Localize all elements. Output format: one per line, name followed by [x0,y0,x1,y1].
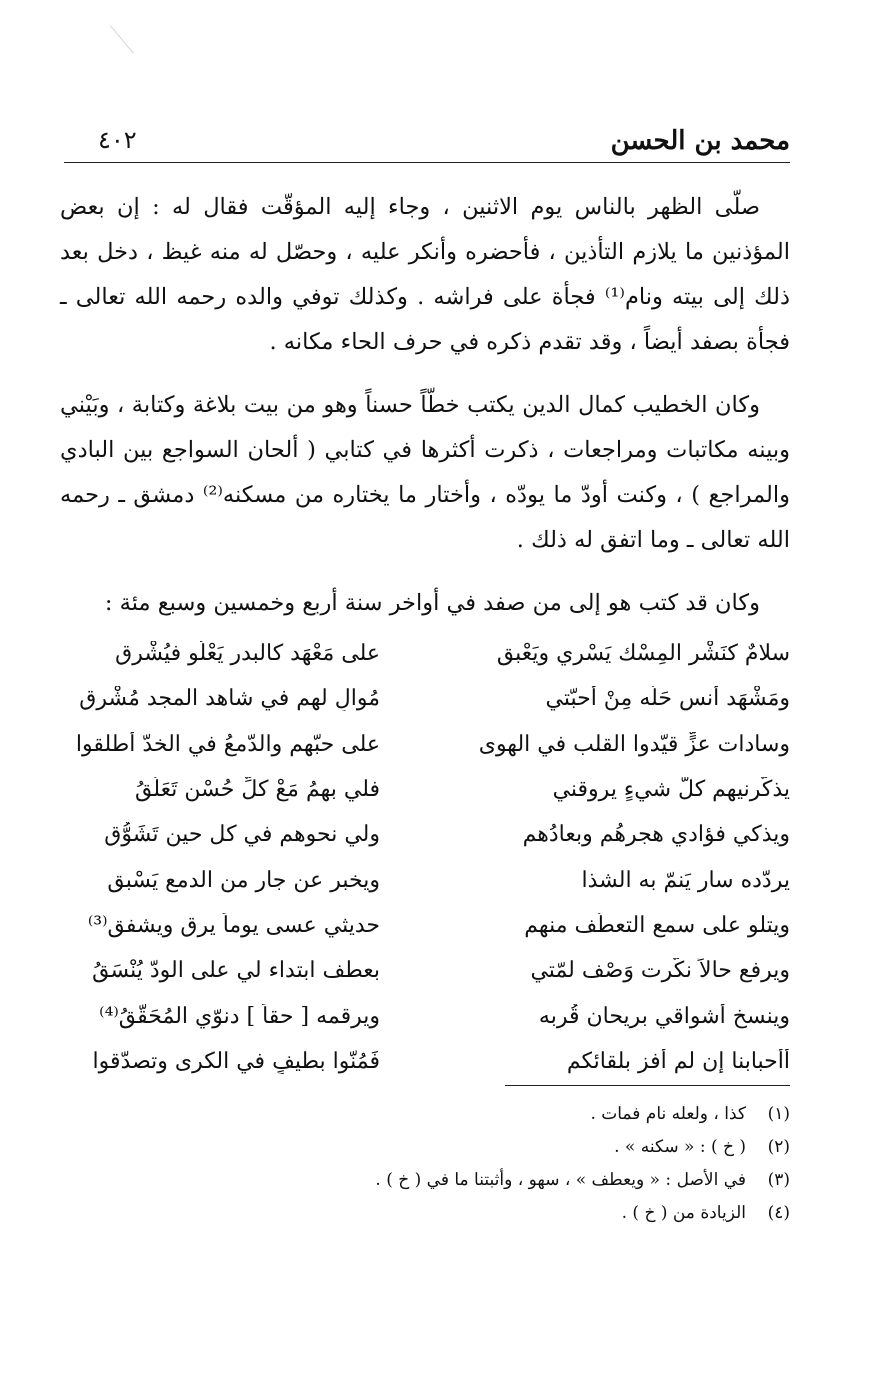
running-title: محمد بن الحسن [610,126,790,156]
poem-verse [60,993,790,1038]
footnote [84,1197,790,1230]
first-hemistich: ويذكي فؤادي هجرهُم وبعادُهم [522,822,790,848]
first-hemistich: وينسخ أشواقي بريحان قُربه [538,1003,790,1029]
poem-verse [60,903,790,948]
second-hemistich: فلي بهمُ مَعْ كلِّ حُسْنٍ تَعَلُّقُ [135,777,380,803]
poem-verse [60,676,790,721]
paragraph: صلّى الظهر بالناس يوم الاثنين ، وجاء إليه المؤقّت فقال له : إن بعض المؤذنين ما يلازم التأذين ، فأحضره وأنكر عليه ، وحصّل له منه غيظ ، دخل بعد ذلك إلى بيته ونام⁽¹⁾ فجأة على فراشه . وكذلك توفي والده رحمه الله تعالى ـ فجأة بصفد أيضاً ، وقد تقدم ذكره في حرف الحاء مكانه . [60,194,791,355]
poem-verse [60,857,790,902]
page-number: ٤٠٢ [98,126,137,154]
footnote-text: في الأصل : « ويعطف » ، سهو ، وأثبتنا ما في ( خ ) . [375,1170,746,1190]
footnote [84,1164,790,1197]
footnote-text: الزيادة من ( خ ) . [621,1203,746,1223]
second-hemistich: على مَعْهَد كالبدر يَعْلُو فيُشْرِق [115,641,380,667]
poem [60,631,790,1084]
second-hemistich: حديثي عسى يوماً يرق ويشفق⁽³⁾ [87,912,380,938]
second-hemistich: فَمُنّوا بطيفٍ في الكرى وتصدّقوا [92,1048,380,1074]
body-text [60,185,790,626]
paragraph: وكان الخطيب كمال الدين يكتب خطّاً حسناً وهو من بيت بلاغة وكتابة ، وبَيْني وبينه مكاتبات ومراجعات ، ذكرت أكثرها في كتابي ( ألحان السواجع بين البادي والمراجع ) ، وكنت أودّ ما يودّه ، وأختار ما يختاره من مسكنه⁽²⁾ دمشق ـ رحمه الله تعالى ـ وما اتفق له ذلك . [60,392,790,553]
footnote [84,1098,790,1131]
footnote [84,1131,790,1164]
first-hemistich: وسادات عزٍّ قيّدوا القلب في الهوى [478,731,790,757]
first-hemistich: ومَشْهَد أُنسٍ حَلّه مِنْ أحبّتي [545,686,790,712]
footnote-text: ( خ ) : « سكنه » . [614,1137,746,1157]
footnote-number: (١) [767,1104,790,1124]
second-hemistich: ولي نحوهم في كل حين تَشَوُّق [104,822,380,848]
first-hemistich: يردّده سارٍ يَنمّ به الشذا [581,867,790,893]
second-hemistich: بعطف ابتداء لي على الودّ يُنْسَقُ [92,958,380,984]
footnotes [84,1085,790,1230]
first-hemistich: أأحبابنا إن لم أفز بلقائكم [566,1048,790,1074]
second-hemistich: على حبّهم والدّمعُ في الخدّ أطلقوا [75,731,380,757]
first-hemistich: ويتلو على سمع التعطّف منهم [524,912,790,938]
poem-verse [60,1039,790,1084]
poem-verse [60,631,790,676]
footnote-number: (٣) [767,1170,790,1190]
poem-intro: وكان قد كتب هو إلى من صفد في أواخر سنة أربع وخمسين وسبع مئة : [104,590,760,616]
footnote-number: (٤) [767,1203,790,1223]
scan-artifact [110,6,157,54]
footnote-number: (٢) [767,1137,790,1157]
page-header [64,122,790,163]
second-hemistich: مُوالٍ لهم في شاهد المجد مُشْرِق [79,686,380,712]
poem-verse [60,948,790,993]
first-hemistich: سلامٌ كنَشْر المِسْك يَسْري ويَعْبق [496,641,790,667]
poem-verse [60,722,790,767]
footnote-divider [505,1085,790,1086]
poem-verse [60,767,790,812]
second-hemistich: ويخبر عن جار من الدمع يَسْبق [107,867,380,893]
first-hemistich: ويرفع حالاً نكّرت وَصْف لمّتي [530,958,790,984]
footnote-text: كذا ، ولعله نام فمات . [590,1104,746,1124]
first-hemistich: يذكّرنيهم كلُّ شيءٍ يروقني [552,777,790,803]
poem-verse [60,812,790,857]
second-hemistich: ويرقمه [ حقاً ] دنوّي المُحَقَّقُ⁽⁴⁾ [99,1003,380,1029]
